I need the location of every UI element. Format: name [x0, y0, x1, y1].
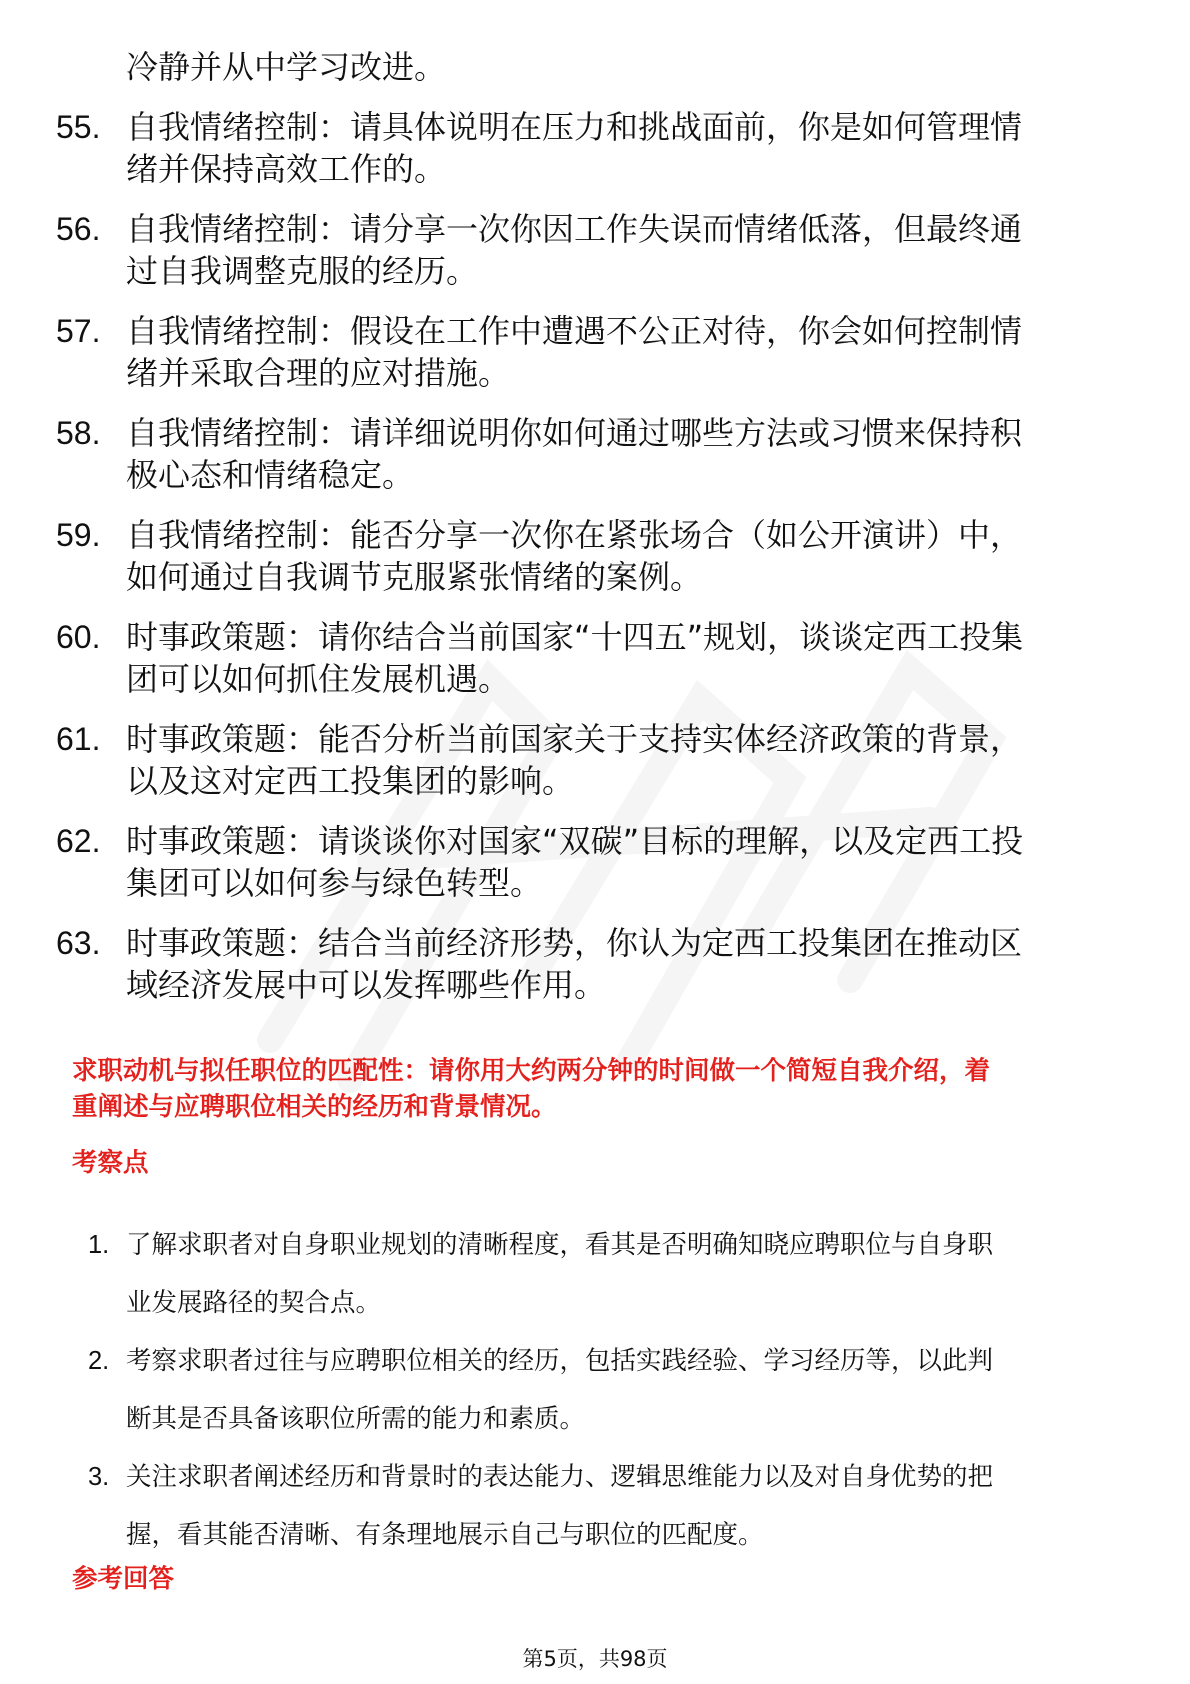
continuation-line: 冷静并从中学习改进。	[126, 48, 447, 86]
point-number: 3.	[88, 1463, 110, 1491]
question-line: 自我情绪控制：能否分享一次你在紧张场合（如公开演讲）中，	[126, 516, 1023, 554]
question-item	[56, 208, 1126, 292]
section-heading	[72, 1053, 1132, 1125]
section-heading-line: 重阐述与应聘职位相关的经历和背景情况。	[72, 1092, 557, 1122]
point-line: 考察求职者过往与应聘职位相关的经历，包括实践经验、学习经历等，以此判	[126, 1346, 994, 1376]
question-number: 60.	[56, 619, 101, 655]
question-line: 时事政策题：请谈谈你对国家“双碳”目标的理解，以及定西工投	[126, 822, 1024, 860]
point-line: 断其是否具备该职位所需的能力和素质。	[126, 1404, 586, 1434]
point-line: 了解求职者对自身职业规划的清晰程度，看其是否明确知晓应聘职位与自身职	[126, 1230, 994, 1260]
question-line: 以及这对定西工投集团的影响。	[126, 762, 575, 800]
examine-point	[88, 1216, 1128, 1332]
question-line: 如何通过自我调节克服紧张情绪的案例。	[126, 558, 703, 596]
examine-point	[88, 1448, 1128, 1564]
question-text	[126, 514, 1126, 598]
question-item	[56, 616, 1126, 700]
page-footer: 第5页，共98页	[522, 1647, 668, 1671]
point-text	[126, 1332, 993, 1448]
question-line: 时事政策题：能否分析当前国家关于支持实体经济政策的背景，	[126, 720, 1023, 758]
question-line: 时事政策题：请你结合当前国家“十四五”规划，谈谈定西工投集	[126, 618, 1024, 656]
question-text	[126, 310, 1126, 394]
question-line: 绪并采取合理的应对措施。	[126, 354, 511, 392]
point-number: 1.	[88, 1231, 110, 1259]
question-number: 57.	[56, 313, 101, 349]
question-number: 58.	[56, 415, 101, 451]
question-text	[126, 208, 1126, 292]
question-number: 62.	[56, 823, 101, 859]
question-line: 团可以如何抓住发展机遇。	[126, 660, 511, 698]
question-item	[56, 310, 1126, 394]
point-line: 握，看其能否清晰、有条理地展示自己与职位的匹配度。	[126, 1520, 764, 1550]
question-number: 56.	[56, 211, 101, 247]
question-item	[56, 718, 1126, 802]
question-number: 63.	[56, 925, 101, 961]
point-line: 业发展路径的契合点。	[126, 1288, 382, 1318]
reference-answer-label: 参考回答	[72, 1564, 175, 1594]
question-line: 自我情绪控制：请详细说明你如何通过哪些方法或习惯来保持积	[126, 414, 1023, 452]
point-text	[126, 1448, 993, 1564]
question-item	[56, 820, 1126, 904]
question-text	[126, 616, 1126, 700]
examine-point	[88, 1332, 1128, 1448]
question-item	[56, 514, 1126, 598]
question-item	[56, 412, 1126, 496]
examine-points-label: 考察点	[72, 1148, 149, 1178]
question-line: 自我情绪控制：假设在工作中遭遇不公正对待，你会如何控制情	[126, 312, 1023, 350]
question-item	[56, 106, 1126, 190]
question-line: 过自我调整克服的经历。	[126, 252, 479, 290]
question-text	[126, 106, 1126, 190]
question-text	[126, 718, 1126, 802]
question-list	[56, 46, 1126, 1024]
question-line: 绪并保持高效工作的。	[126, 150, 447, 188]
question-text	[126, 820, 1126, 904]
section-heading-line: 求职动机与拟任职位的匹配性：请你用大约两分钟的时间做一个简短自我介绍，着	[72, 1056, 991, 1086]
question-text	[126, 922, 1126, 1006]
question-line: 域经济发展中可以发挥哪些作用。	[126, 966, 607, 1004]
question-line: 自我情绪控制：请具体说明在压力和挑战面前，你是如何管理情	[126, 108, 1023, 146]
question-number: 59.	[56, 517, 101, 553]
question-item	[56, 922, 1126, 1006]
question-number: 61.	[56, 721, 101, 757]
examine-points-list	[88, 1216, 1128, 1564]
question-line: 集团可以如何参与绿色转型。	[126, 864, 543, 902]
point-line: 关注求职者阐述经历和背景时的表达能力、逻辑思维能力以及对自身优势的把	[126, 1462, 994, 1492]
point-text	[126, 1216, 993, 1332]
question-text	[126, 412, 1126, 496]
question-line: 自我情绪控制：请分享一次你因工作失误而情绪低落，但最终通	[126, 210, 1023, 248]
question-line: 极心态和情绪稳定。	[126, 456, 415, 494]
point-number: 2.	[88, 1347, 110, 1375]
question-number: 55.	[56, 109, 101, 145]
question-line: 时事政策题：结合当前经济形势，你认为定西工投集团在推动区	[126, 924, 1023, 962]
